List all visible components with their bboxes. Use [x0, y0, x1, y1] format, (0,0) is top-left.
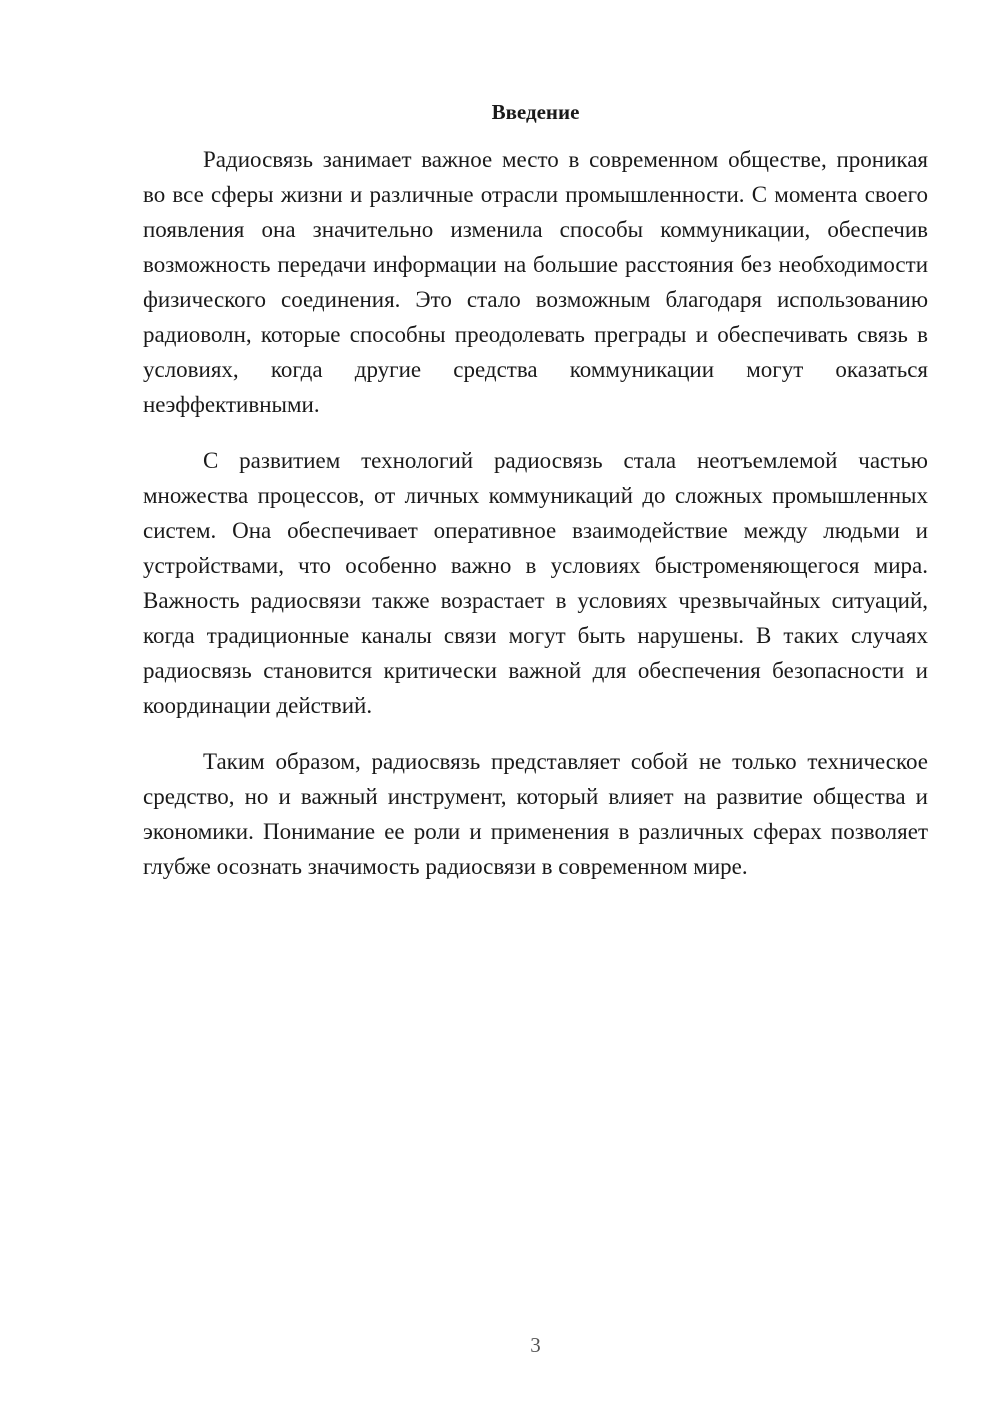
paragraph-3: Таким образом, радиосвязь представляет собой не только техническое средство, но и важный инструмент, который влияет на развитие общества и экономики. Понимание ее роли и применения в различных сферах позволяет глубже осознать значимость радиосвязи в современном мире.: [143, 749, 928, 879]
paragraph-1: Радиосвязь занимает важное место в современном обществе, проникая во все сферы жизни и различные отрасли промышленности. С момента своего появления она значительно изменила способы коммуникации, обеспечив возможность передачи информации на большие расстояния без необходимости физического соединения. Это стало возможным благодаря использованию радиоволн, которые способны преодолевать преграды и обеспечивать связь в условиях, когда другие средства коммуникации могут оказаться неэффективными.: [143, 147, 928, 417]
section-title: Введение: [491, 100, 580, 124]
page-number: 3: [530, 1333, 541, 1357]
body-text: [143, 142, 928, 884]
paragraph-2: С развитием технологий радиосвязь стала неотъемлемой частью множества процессов, от личных коммуникаций до сложных промышленных систем. Она обеспечивает оперативное взаимодействие между людьми и устройствами, что особенно важно в условиях быстроменяющегося мира. Важность радиосвязи также возрастает в условиях чрезвычайных ситуаций, когда традиционные каналы связи могут быть нарушены. В таких случаях радиосвязь становится критически важной для обеспечения безопасности и координации действий.: [143, 448, 928, 718]
